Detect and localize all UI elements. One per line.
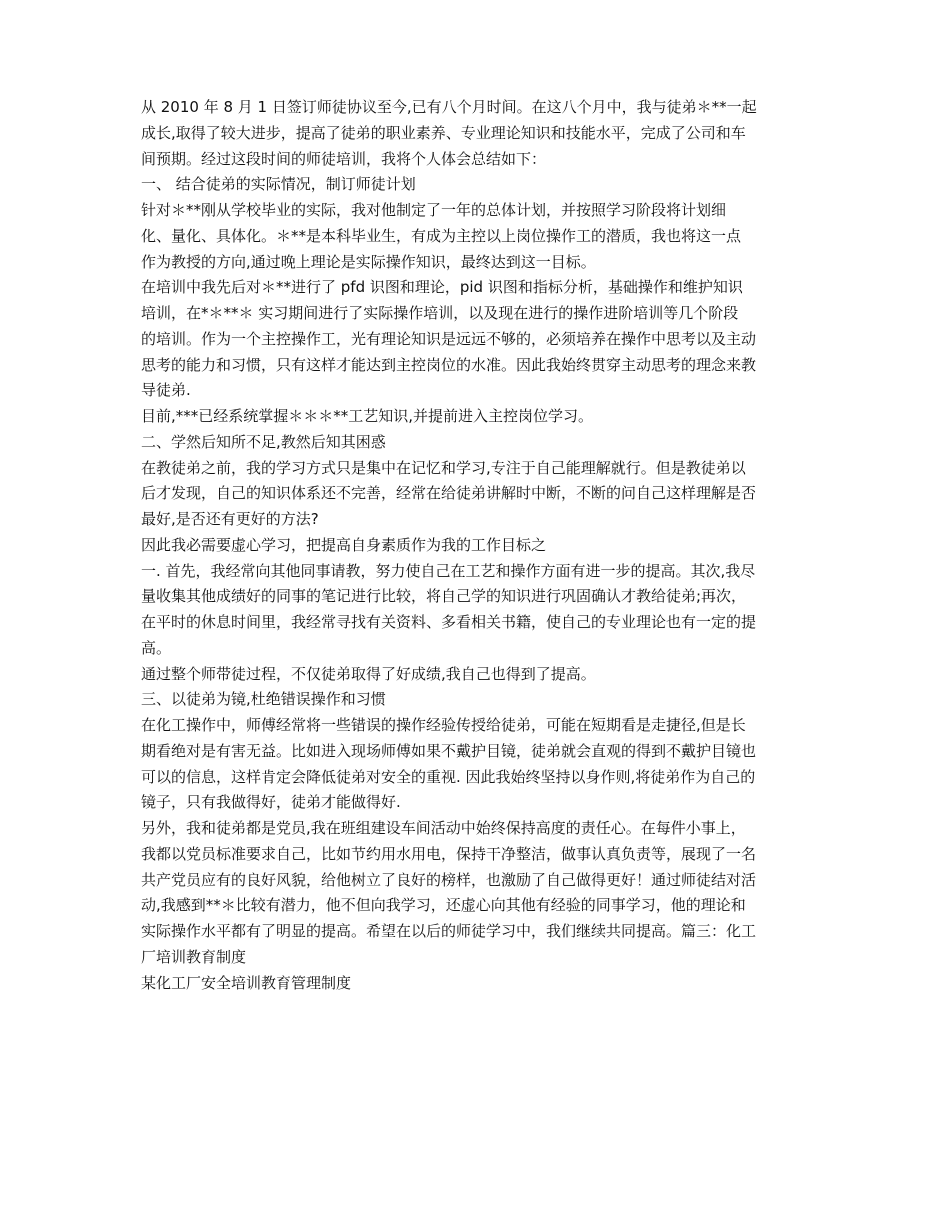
text-line: 因此我必需要虚心学习，把提高自身素质作为我的工作目标之 (141, 535, 547, 554)
text-line: 一. 首先，我经常向其他同事请教，努力使自己在工艺和操作方面有进一步的提高。其次,我尽 (141, 561, 756, 580)
text-line: 我都以党员标准要求自己，比如节约用水用电，保持干净整洁，做事认真负责等，展现了一名 (141, 844, 757, 863)
text-line: 动,我感到**＊比较有潜力，他不但向我学习，还虚心向其他有经验的同事学习，他的理论和 (141, 896, 746, 915)
text-line: 思考的能力和习惯，只有这样才能达到主控岗位的水准。因此我始终贯穿主动思考的理念来教 (141, 355, 757, 374)
text-line: 作为教授的方向,通过晚上理论是实际操作知识，最终达到这一目标。 (141, 252, 596, 271)
text-line: 的培训。作为一个主控操作工，光有理论知识是远远不够的，必须培养在操作中思考以及主动 (141, 329, 757, 348)
text-line: 间预期。经过这段时间的师徒培训，我将个人体会总结如下： (141, 149, 547, 168)
text-line: 目前,***已经系统掌握＊＊＊**工艺知识,并提前进入主控岗位学习。 (141, 407, 594, 425)
document-body (141, 95, 813, 996)
section-heading: 三、以徒弟为镜,杜绝错误操作和习惯 (141, 690, 386, 709)
text-line: 从 2010 年 8 月 1 日签订师徒协议至今,已有八个月时间。在这八个月中，我与徒弟＊**一起 (141, 98, 757, 116)
text-line: 最好,是否还有更好的方法? (141, 510, 319, 528)
text-line: 在培训中我先后对＊**进行了 pfd 识图和理论，pid 识图和指标分析，基础操作和维护知识 (141, 278, 743, 297)
document-subtitle: 某化工厂安全培训教育管理制度 (141, 973, 352, 992)
text-line: 针对＊**刚从学校毕业的实际，我对他制定了一年的总体计划，并按照学习阶段将计划细 (141, 201, 727, 219)
text-line: 共产党员应有的良好风貌，给他树立了良好的榜样，也激励了自己做得更好！通过师徒结对活 (141, 870, 757, 889)
section-heading: 一、 结合徒弟的实际情况，制订师徒计划 (141, 175, 416, 194)
text-line: 在平时的休息时间里，我经常寻找有关资料、多看相关书籍，使自己的专业理论也有一定的提 (141, 613, 757, 631)
text-line: 化、量化、具体化。＊**是本科毕业生，有成为主控以上岗位操作工的潜质，我也将这一点 (141, 226, 742, 245)
text-line: 在教徒弟之前，我的学习方式只是集中在记忆和学习,专注于自己能理解就行。但是教徒弟以 (141, 458, 746, 477)
text-line: 镜子，只有我做得好，徒弟才能做得好. (141, 793, 401, 812)
text-line: 在化工操作中，师傅经常将一些错误的操作经验传授给徒弟，可能在短期看是走捷径,但是长 (141, 716, 746, 734)
section-heading: 二、学然后知所不足,教然后知其困惑 (141, 432, 386, 451)
text-line: 成长,取得了较大进步，提高了徒弟的职业素养、专业理论知识和技能水平，完成了公司和车 (141, 123, 746, 142)
text-line: 另外，我和徒弟都是党员,我在班组建设车间活动中始终保持高度的责任心。在每件小事上， (141, 819, 746, 837)
text-line: 后才发现，自己的知识体系还不完善，经常在给徒弟讲解时中断，不断的问自己这样理解是否 (141, 484, 757, 503)
text-line: 高。 (141, 638, 172, 657)
text-line: 可以的信息，这样肯定会降低徒弟对安全的重视. 因此我始终坚持以身作则,将徒弟作为自己的 (141, 767, 756, 786)
text-line: 导徒弟. (141, 381, 191, 400)
text-line: 量收集其他成绩好的同事的笔记进行比较，将自己学的知识进行巩固确认才教给徒弟;再次， (141, 587, 747, 606)
text-line: 培训，在*＊**＊ 实习期间进行了实际操作培训，以及现在进行的操作进阶培训等几个阶段 (141, 304, 739, 322)
text-line: 实际操作水平都有了明显的提高。希望在以后的师徒学习中，我们继续共同提高。篇三：化工 (141, 922, 757, 940)
text-line: 通过整个师带徒过程，不仅徒弟取得了好成绩,我自己也得到了提高。 (141, 664, 596, 683)
text-line: 厂培训教育制度 (141, 947, 247, 966)
text-line: 期看绝对是有害无益。比如进入现场师傅如果不戴护目镜，徒弟就会直观的得到不戴护目镜也 (141, 741, 757, 760)
